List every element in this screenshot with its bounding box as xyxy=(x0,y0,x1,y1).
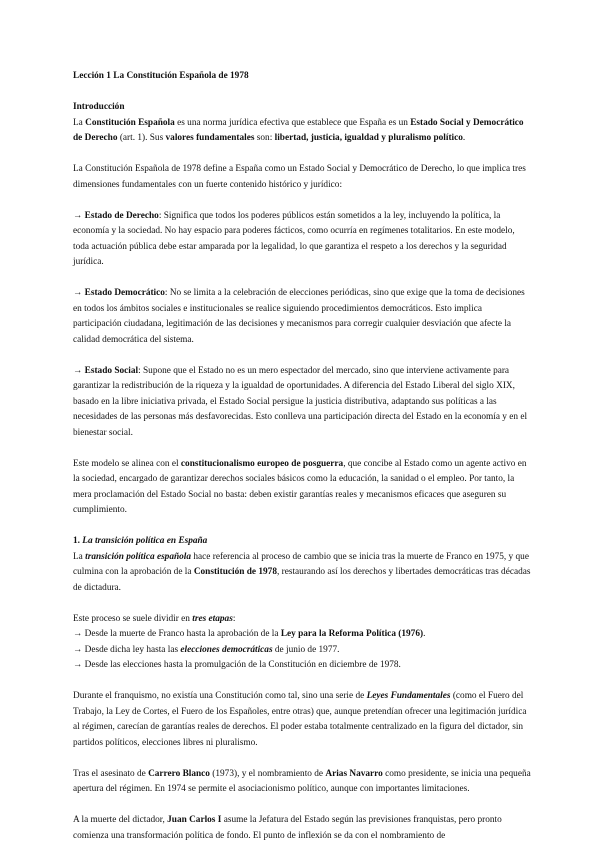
bold-text: Carrero Blanco xyxy=(148,768,210,779)
text-run: son: xyxy=(254,133,275,143)
social-state-paragraph xyxy=(73,364,531,442)
spacer xyxy=(73,85,531,101)
text-run: . xyxy=(423,629,426,639)
bold-text: Ley para la Reforma Política (1976) xyxy=(280,629,424,639)
bold-text: Constitución Española xyxy=(85,117,175,128)
text-run: , restaurando así los derechos y libertades democráticas tras décadas de dictadura. xyxy=(73,567,531,593)
spacer xyxy=(73,348,531,364)
section-1-title: La transición política en España xyxy=(82,536,208,546)
text-run: . xyxy=(462,133,466,143)
bold-text: Arias Navarro xyxy=(325,768,383,779)
bold-italic-text: Leyes Fundamentales xyxy=(366,691,451,701)
transition-paragraph-1 xyxy=(73,550,531,597)
text-run: asume la Jefatura del Estado según las previsiones franquistas, pero pronto comienza una transformación política de fondo. El punto de inflexión se da con el nombramiento de xyxy=(73,815,502,841)
bold-italic-text: transición política española xyxy=(85,551,192,562)
text-run: (1973), y el nombramiento de xyxy=(209,768,326,779)
section-1-heading xyxy=(73,534,531,550)
text-run: → Desde la muerte de Franco hasta la aprobación de la xyxy=(73,629,281,639)
section-1-number: 1. xyxy=(73,536,83,546)
text-run: Este modelo se alinea con el xyxy=(73,458,181,469)
bold-text: valores fundamentales xyxy=(165,133,255,143)
stage-item-2 xyxy=(73,643,531,659)
stage-item-1 xyxy=(73,627,531,643)
spacer xyxy=(73,674,531,690)
spacer xyxy=(73,798,531,814)
text-run: Tras el asesinato de xyxy=(73,768,149,779)
text-run: (art. 1). Sus xyxy=(117,133,166,143)
text-run: es una norma jurídica efectiva que establece que España es un xyxy=(174,117,411,128)
rule-of-law-paragraph xyxy=(73,209,531,271)
spacer xyxy=(73,271,531,287)
page-title: Lección 1 La Constitución Española de 1978 xyxy=(73,71,249,81)
bold-italic-text: tres etapas xyxy=(192,613,233,624)
text-run: → xyxy=(73,210,85,221)
text-run: como presidente, se inicia una pequeña apertura del régimen. En 1974 se permite el asociacionismo político, aunque con importantes limitaciones. xyxy=(73,768,531,794)
bold-text: Estado Social y Democrático de Derecho xyxy=(73,117,524,143)
text-run: : Supone que el Estado no es un mero espectador del mercado, sino que interviene activamente para garantizar la redistribución de la riqueza y la igualdad de oportunidades. A diferencia del Estado Liberal del siglo XIX, basado en la libre iniciativa privada, el Estado Social persigue la justicia distributiva, adaptando sus políticas a las necesidades de las personas más desfavorecidas. Esto conlleva una participación directa del Estado en la economía y en el bienestar social. xyxy=(73,365,528,438)
text-run: (como el Fuero del Trabajo, la Ley de Cortes, el Fuero de los Españoles, entre otras) que, aunque pretendían ofrecer una legitimación jurídica al régimen, carecían de garantías reales de derechos. El poder estaba totalmente centralizado en la figura del dictador, sin partidos políticos, elecciones libres ni pluralismo. xyxy=(73,691,527,748)
intro-paragraph-2: La Constitución Española de 1978 define a España como un Estado Social y Democrático de Derecho, lo que implica tres dimensiones fundamentales con un fuerte contenido histórico y jurídico: xyxy=(73,164,526,190)
bold-text: Constitución de 1978 xyxy=(193,567,277,577)
francoism-paragraph xyxy=(73,689,531,751)
juan-carlos-paragraph xyxy=(73,813,531,844)
bold-text: Estado de Derecho xyxy=(84,210,159,221)
spacer xyxy=(73,441,531,457)
spacer xyxy=(73,751,531,767)
text-run: → xyxy=(73,288,85,298)
democratic-state-paragraph xyxy=(73,286,531,348)
stage-item-3 xyxy=(73,658,531,674)
text-run: : xyxy=(232,613,236,624)
spacer xyxy=(73,596,531,612)
text-run: → xyxy=(73,365,85,376)
bold-text: Estado Democrático xyxy=(84,288,165,298)
carrero-blanco-paragraph xyxy=(73,767,531,798)
intro-paragraph-1 xyxy=(73,116,531,147)
text-run: A la muerte del dictador, xyxy=(73,815,168,825)
text-run: → Desde las elecciones hasta la promulgación de la Constitución en diciembre de 1978. xyxy=(73,660,401,670)
bold-text: Juan Carlos I xyxy=(167,815,222,825)
text-run: : Significa que todos los poderes públicos están sometidos a la ley, incluyendo la política, la economía y la sociedad. No hay espacio para poderes fácticos, como ocurría en regímenes totalitarios. En este modelo, toda actuación pública debe estar amparada por la legalidad, lo que garantiza el respeto a los derechos y la seguridad jurídica. xyxy=(73,210,515,267)
bold-text: libertad, justicia, igualdad y pluralismo político xyxy=(274,133,463,143)
bold-italic-text: elecciones democráticas xyxy=(180,644,273,655)
spacer xyxy=(73,193,531,209)
text-run: Este proceso se suele dividir en xyxy=(73,613,193,624)
spacer xyxy=(73,519,531,535)
text-run: de junio de 1977. xyxy=(272,644,340,655)
document-body xyxy=(73,69,531,844)
intro-heading: Introducción xyxy=(73,102,125,112)
text-run: , que concibe al Estado como un agente activo en la sociedad, encargado de garantizar derechos sociales básicos como la educación, la sanidad o el empleo. Por tanto, la mera proclamación del Estado Social no basta: deben existir garantías reales y mecanismos eficaces que aseguren su cumplimiento. xyxy=(73,458,527,515)
text-run: Durante el franquismo, no existía una Constitución como tal, sino una serie de xyxy=(73,691,367,701)
text-run: → Desde dicha ley hasta las xyxy=(73,644,181,655)
bold-text: constitucionalismo europeo de posguerra xyxy=(180,458,344,469)
stages-intro xyxy=(73,612,531,628)
text-run: La xyxy=(73,551,86,562)
spacer xyxy=(73,147,531,163)
text-run: : No se limita a la celebración de elecciones periódicas, sino que exige que la toma de decisiones en todos los ámbitos sociales e institucionales se realice siguiendo procedimientos democráticos. Esto implica participación ciudadana, legitimación de las decisiones y mecanismos para corregir cualquier desviación que afecte la calidad democrática del sistema. xyxy=(73,288,525,345)
text-run: hace referencia al proceso de cambio que se inicia tras la muerte de Franco en 1975, y que culmina con la aprobación de la xyxy=(73,551,529,577)
postwar-constitutionalism-paragraph xyxy=(73,457,531,519)
text-run: La xyxy=(73,117,86,128)
bold-text: Estado Social xyxy=(84,365,139,376)
